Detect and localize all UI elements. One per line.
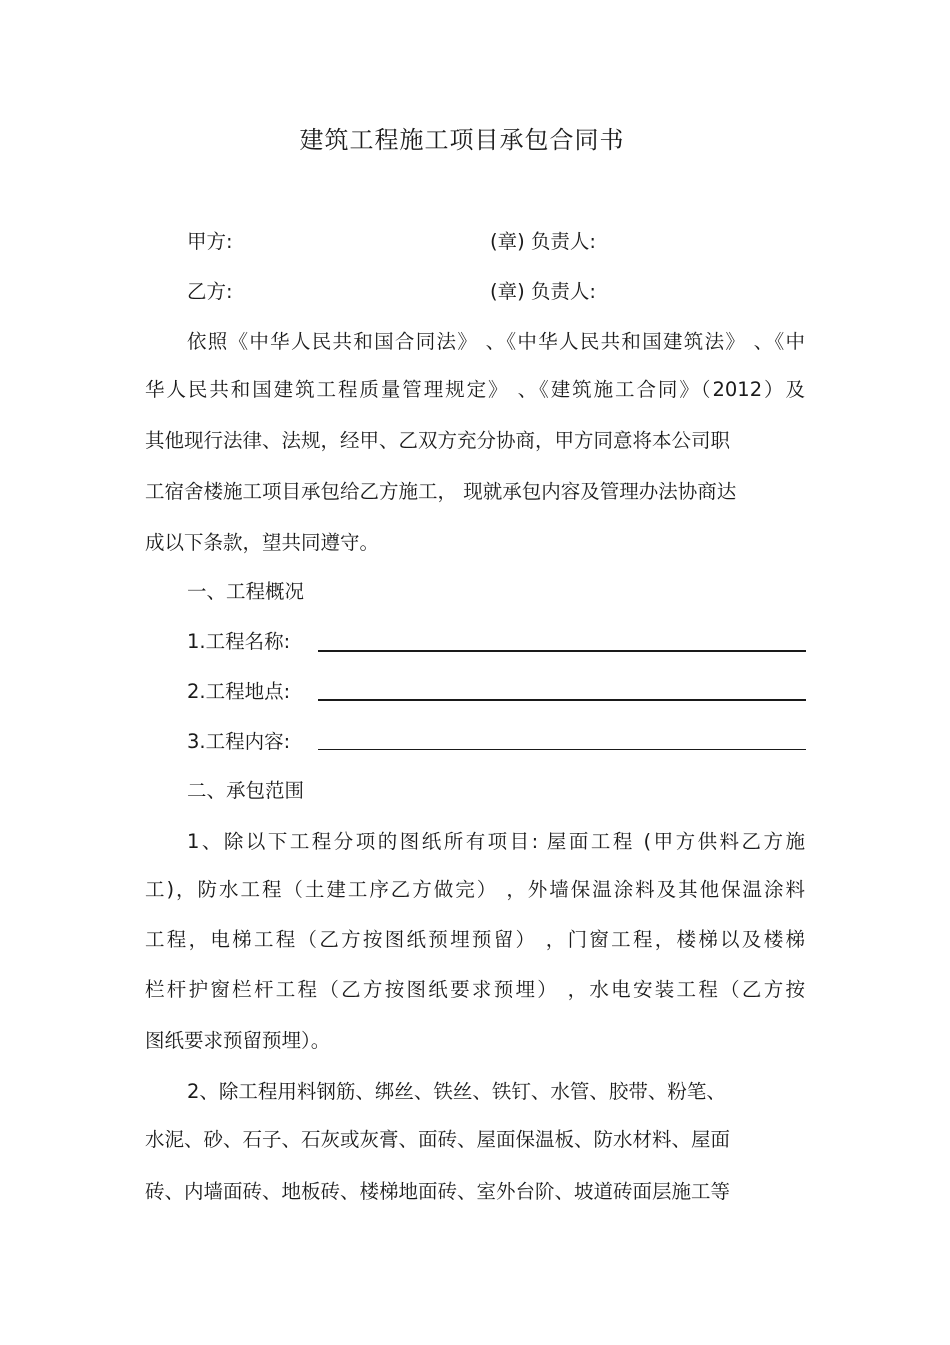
field-label: 3.工程内容: [187, 730, 291, 753]
party-a-label: 甲方: [187, 230, 233, 253]
scope-line: 水泥、砂、石子、石灰或灰膏、面砖、屋面保温板、防水材料、屋面 [145, 1128, 731, 1151]
scope-line: 2、除工程用料钢筋、绑丝、铁丝、铁钉、水管、胶带、粉笔、 [187, 1080, 726, 1103]
party-a-stamp: (章) 负责人: [490, 230, 596, 253]
intro-line: 华人民共和国建筑工程质量管理规定》 、《建筑施工合同》（2012）及 [145, 378, 805, 401]
document-title: 建筑工程施工项目承包合同书 [299, 126, 625, 154]
party-b-stamp: (章) 负责人: [490, 280, 596, 303]
fill-in-blank [318, 749, 806, 750]
intro-line: 依照《中华人民共和国合同法》 、《中华人民共和国建筑法》 、《中 [187, 330, 805, 353]
section-heading: 一、工程概况 [187, 580, 305, 603]
scope-line: 图纸要求预留预埋）。 [145, 1029, 331, 1052]
scope-line: 工程，电梯工程（乙方按图纸预埋预留） ，门窗工程，楼梯以及楼梯 [145, 928, 805, 951]
intro-line: 成以下条款，望共同遵守。 [145, 531, 380, 554]
scope-line: 1、除以下工程分项的图纸所有项目: 屋面工程 (甲方供料乙方施 [187, 830, 805, 853]
scope-line: 栏杆护窗栏杆工程（乙方按图纸要求预埋） ，水电安装工程（乙方按 [145, 978, 805, 1001]
scope-line: 砖、内墙面砖、地板砖、楼梯地面砖、室外台阶、坡道砖面层施工等 [145, 1180, 731, 1203]
fill-in-blank [318, 650, 806, 652]
field-label: 2.工程地点: [187, 680, 291, 703]
fill-in-blank [318, 699, 806, 701]
section-heading: 二、承包范围 [187, 779, 305, 802]
field-label: 1.工程名称: [187, 630, 291, 653]
intro-line: 其他现行法律、法规，经甲、乙双方充分协商，甲方同意将本公司职 [145, 429, 731, 452]
scope-line: 工)，防水工程（土建工序乙方做完） ，外墙保温涂料及其他保温涂料 [145, 878, 805, 901]
party-b-label: 乙方: [187, 280, 233, 303]
intro-line: 工宿舍楼施工项目承包给乙方施工， 现就承包内容及管理办法协商达 [145, 480, 737, 503]
